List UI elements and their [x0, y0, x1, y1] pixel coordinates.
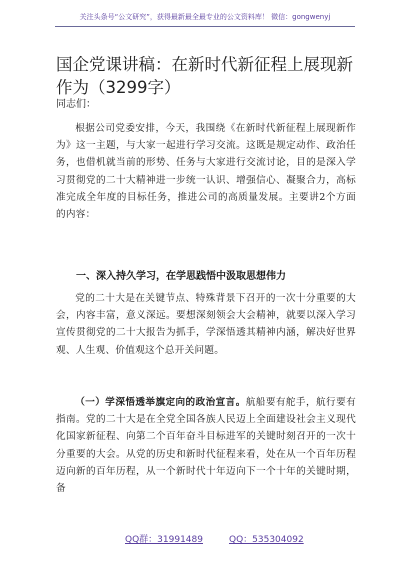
paragraph-section-1: 党的二十大是在关键节点、特殊背景下召开的一次十分重要的大会，内容丰富，意义深远。要想深刻领会大会精神，就要以深入学习宣传贯彻党的二十大报告为抓手，学深悟透其精神内涵，解决好世界观、人生观、价值观这个总开关问题。: [56, 293, 356, 356]
greeting: 同志们：: [56, 99, 96, 110]
paragraph-subsection-1: [56, 394, 356, 497]
subsection-text: 航船要有舵手，航行要有指南。党的二十大是在全党全国各族人民迈上全面建设社会主义现代化国家新征程、向第二个百年奋斗目标进军的关键时刻召开的一次十分重要的大会。从党的历史和新时代征程来看，处在从一个百年历程迈向新的百年历程，从一个新时代十年迈向下一个十年的关键时期，备: [56, 397, 356, 495]
section-heading-1: 一、深入持久学习，在学思践悟中汲取思想伟力: [76, 271, 286, 282]
footer-qq-group[interactable]: QQ群：31991489: [125, 535, 203, 545]
paragraph-intro: 根据公司党委安排，今天，我围绕《在新时代新征程上展现新作为》这一主题，与大家一起进行学习交流。这既是规定动作、政治任务，也借机就当前的形势、任务与大家进行交流讨论，目的是深入学习贯彻党的二十大精神进一步统一认识、增强信心、凝聚合力，高标准完成全年度的目标任务，推进公司的高质量发展。主要讲2个方面的内容：: [56, 123, 356, 221]
footer-qq[interactable]: QQ：535304092: [228, 535, 304, 545]
page-header: 关注头条号“公文研究”，获得最新最全最专业的公文资料库！ 微信：gongwenyj: [55, 8, 355, 27]
subsection-lead: （一）学深悟透举旗定向的政治宣言。: [75, 397, 246, 408]
page-footer: [125, 532, 304, 545]
document-title: 国企党课讲稿：在新时代新征程上展现新作为（3299字）: [56, 55, 353, 97]
